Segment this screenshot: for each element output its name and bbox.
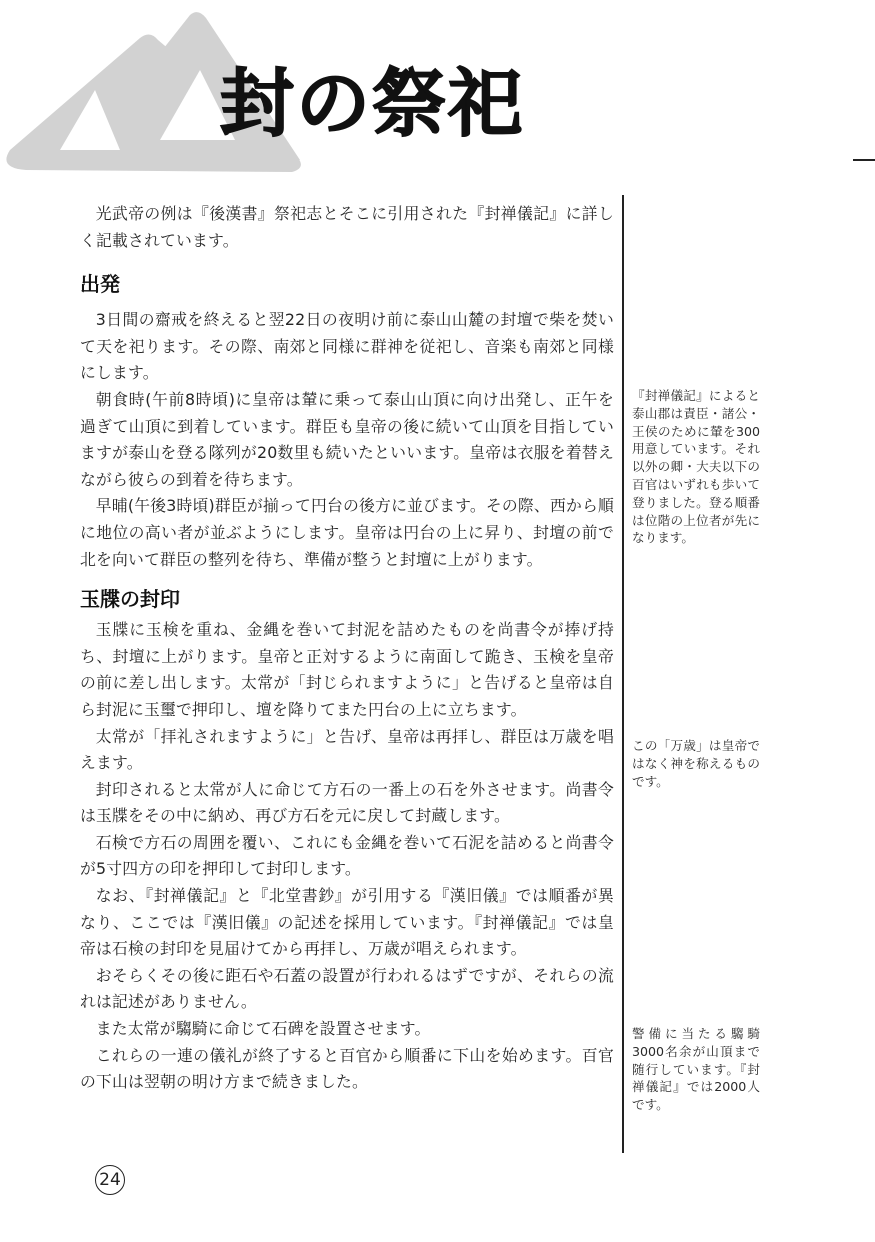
paragraph: 玉牒に玉検を重ね、金縄を巻いて封泥を詰めたものを尚書令が捧げ持ち、封壇に上がります。皇帝と正対するように南面して跪き、玉検を皇帝の前に差し出します。太常が「封じられますように」と告げると皇帝は自ら封泥に玉璽で押印し、壇を降りてまた円台の上に立ちます。	[80, 620, 614, 719]
main-text	[80, 201, 614, 1096]
paragraph: また太常が騶騎に命じて石碑を設置させます。	[95, 1019, 431, 1039]
paragraph: 封印されると太常が人に命じて方石の一番上の石を外させます。尚書令は玉牒をその中に納め、再び方石を元に戻して封蔵します。	[80, 779, 614, 826]
page-number: 24	[95, 1165, 125, 1195]
section-heading-departure: 出発	[80, 272, 120, 297]
section-heading-seal: 玉牒の封印	[80, 587, 180, 612]
paragraph: 早晡(午後3時頃)群臣が揃って円台の後方に並びます。その際、西から順に地位の高い者が並ぶようにします。皇帝は円台の上に昇り、封壇の前で北を向いて群臣の整列を待ち、準備が整うと封壇に上がります。	[80, 496, 614, 569]
column-divider	[622, 195, 624, 1153]
paragraph: 太常が「拝礼されますように」と告げ、皇帝は再拝し、群臣は万歳を唱えます。	[80, 726, 614, 773]
side-note-banzai: この「万歳」は皇帝ではなく神を称えるものです。	[632, 738, 760, 789]
paragraph: 3日間の齋戒を終えると翌22日の夜明け前に泰山山麓の封壇で柴を焚いて天を祀ります。その際、南郊と同様に群神を従祀し、音楽も南郊と同様にします。	[80, 310, 614, 383]
paragraph: これらの一連の儀礼が終了すると百官から順番に下山を始めます。百官の下山は翌朝の明け方まで続きました。	[80, 1045, 614, 1092]
paragraph: なお、『封禅儀記』と『北堂書鈔』が引用する『漢旧儀』では順番が異なり、ここでは『漢旧儀』の記述を採用しています。『封禅儀記』では皇帝は石検の封印を見届けてから再拝し、万歳が唱えられます。	[80, 886, 614, 959]
side-note-escort: 警備に当たる騶騎3000名余が山頂まで随行しています。『封禅儀記』では2000人です。	[632, 1026, 760, 1113]
paragraph: 朝食時(午前8時頃)に皇帝は輦に乗って泰山山頂に向け出発し、正午を過ぎて山頂に到着しています。群臣も皇帝の後に続いて山頂を目指していますが泰山を登る隊列が20数里も続いたといいます。皇帝は衣服を着替えながら彼らの到着を待ちます。	[80, 389, 614, 489]
side-note-palanquin: 『封禅儀記』によると泰山郡は責臣・諸公・王侯のために輦を300用意しています。それ以外の卿・大夫以下の百官はいずれも歩いて登りました。登る順番は位階の上位者が先になります。	[632, 388, 760, 546]
intro-paragraph: 光武帝の例は『後漢書』祭祀志とそこに引用された『封禅儀記』に詳しく記載されています。	[80, 204, 614, 250]
page-title: 封の祭祀	[220, 61, 524, 147]
paragraph: 石検で方石の周囲を覆い、これにも金縄を巻いて石泥を詰めると尚書令が5寸四方の印を押印して封印します。	[80, 832, 614, 879]
edge-mark	[853, 159, 875, 161]
paragraph: おそらくその後に距石や石蓋の設置が行われるはずですが、それらの流れは記述がありません。	[80, 965, 614, 1012]
